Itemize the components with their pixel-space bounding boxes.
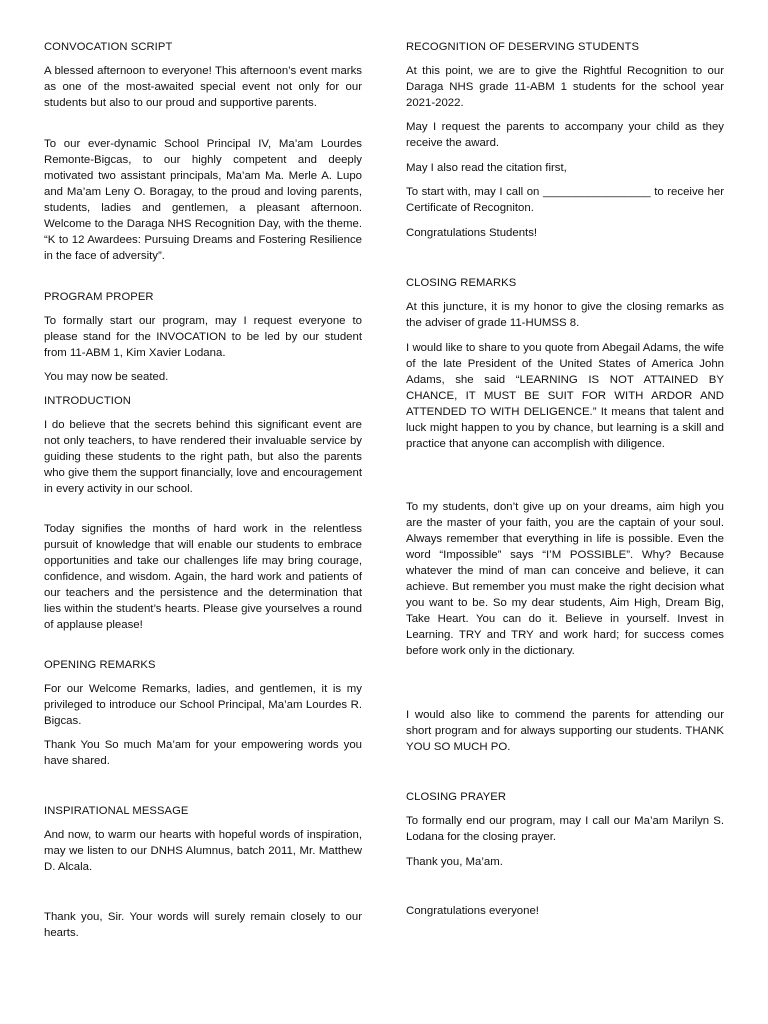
section-heading-program-proper: PROGRAM PROPER xyxy=(44,291,154,303)
paragraph: Congratulations Students! xyxy=(406,227,538,239)
paragraph: I would also like to commend the parents for attending our short program and for always supporting our students. THANK YOU SO MUCH PO. xyxy=(406,709,724,753)
paragraph: Congratulations everyone! xyxy=(406,905,539,917)
paragraph: To start with, may I call on _________________ to receive her Certificate of Recogniton. xyxy=(406,186,724,214)
paragraph: To my students, don’t give up on your dreams, aim high you are the master of your faith, you are the captain of your soul. Always remember that everything in life is possible. Even the word “Impossible” says “I’M POSSIBLE”. Why? Because whatever the mind of man can conceive and believe, it can achieve. But remember you must make the right decision what you want to be. So my dear students, Aim High, Dream Big, Take Heart. You can do it. Believe in yourself. Invest in Learning. TRY and TRY and work hard; for success comes before work only in the dictionary. xyxy=(406,501,724,657)
paragraph: Thank you, Ma’am. xyxy=(406,856,503,868)
paragraph: May I request the parents to accompany your child as they receive the award. xyxy=(406,121,724,149)
section-heading-opening-remarks: OPENING REMARKS xyxy=(44,659,156,671)
section-heading-introduction: INTRODUCTION xyxy=(44,395,131,407)
paragraph: For our Welcome Remarks, ladies, and gentlemen, it is my privileged to introduce our School Principal, Ma’am Lourdes R. Bigcas. xyxy=(44,683,362,727)
paragraph: I would like to share to you quote from Abegail Adams, the wife of the late President of the United States of America John Adams, she said “LEARNING IS NOT ATTAINED BY CHANCE, IT MUST BE SUIT FOR WITH ARDOR AND ATTENDED TO WITH DELIGENCE.” It means that talent and luck might happen to you by chance, but learning is a skill and practice that anyone can accomplish with diligence. xyxy=(406,342,724,450)
paragraph: A blessed afternoon to everyone! This afternoon’s event marks as one of the most-awaited special event not only for our students but also to our proud and supportive parents. xyxy=(44,65,362,109)
paragraph: Thank You So much Ma’am for your empowering words you have shared. xyxy=(44,739,362,767)
paragraph: You may now be seated. xyxy=(44,371,169,383)
paragraph: Thank you, Sir. Your words will surely remain closely to our hearts. xyxy=(44,911,362,939)
section-heading-closing-prayer: CLOSING PRAYER xyxy=(406,791,507,803)
paragraph: And now, to warm our hearts with hopeful words of inspiration, may we listen to our DNHS Alumnus, batch 2011, Mr. Matthew D. Alcala. xyxy=(44,829,362,873)
section-heading-closing-remarks: CLOSING REMARKS xyxy=(406,277,517,289)
paragraph: At this juncture, it is my honor to give the closing remarks as the adviser of grade 11-HUMSS 8. xyxy=(406,301,724,329)
section-heading-convocation-script: CONVOCATION SCRIPT xyxy=(44,41,173,53)
paragraph: May I also read the citation first, xyxy=(406,162,567,174)
paragraph: To our ever-dynamic School Principal IV, Ma’am Lourdes Remonte-Bigcas, to our highly competent and deeply motivated two assistant principals, Ma’am Ma. Merle A. Lupo and Ma’am Leny O. Boragay, to the proud and loving parents, students, ladies and gentlemen, a pleasant afternoon. Welcome to the Daraga NHS Recognition Day, with the theme. “K to 12 Awardees: Pursuing Dreams and Fostering Resilience in the face of adversity”. xyxy=(44,138,362,262)
section-heading-inspirational-message: INSPIRATIONAL MESSAGE xyxy=(44,805,189,817)
paragraph: At this point, we are to give the Rightful Recognition to our Daraga NHS grade 11-ABM 1 students for the school year 2021-2022. xyxy=(406,65,724,109)
paragraph: Today signifies the months of hard work in the relentless pursuit of knowledge that will enable our students to embrace opportunities and take our challenges life may bring courage, confidence, and wisdom. Again, the hard work and patients of our teachers and the persistence and the determination that lies within the student’s hearts. Please give yourselves a round of applause please! xyxy=(44,523,362,631)
section-heading-recognition-of-deserving-students: RECOGNITION OF DESERVING STUDENTS xyxy=(406,41,640,53)
paragraph: To formally start our program, may I request everyone to please stand for the INVOCATION to be led by our student from 11-ABM 1, Kim Xavier Lodana. xyxy=(44,315,362,359)
paragraph: I do believe that the secrets behind this significant event are not only teachers, to have rendered their invaluable service by guiding these students to the right path, but also the parents who give them the support financially, love and encouragement in every activity in our school. xyxy=(44,419,362,495)
paragraph: To formally end our program, may I call our Ma’am Marilyn S. Lodana for the closing prayer. xyxy=(406,815,724,843)
